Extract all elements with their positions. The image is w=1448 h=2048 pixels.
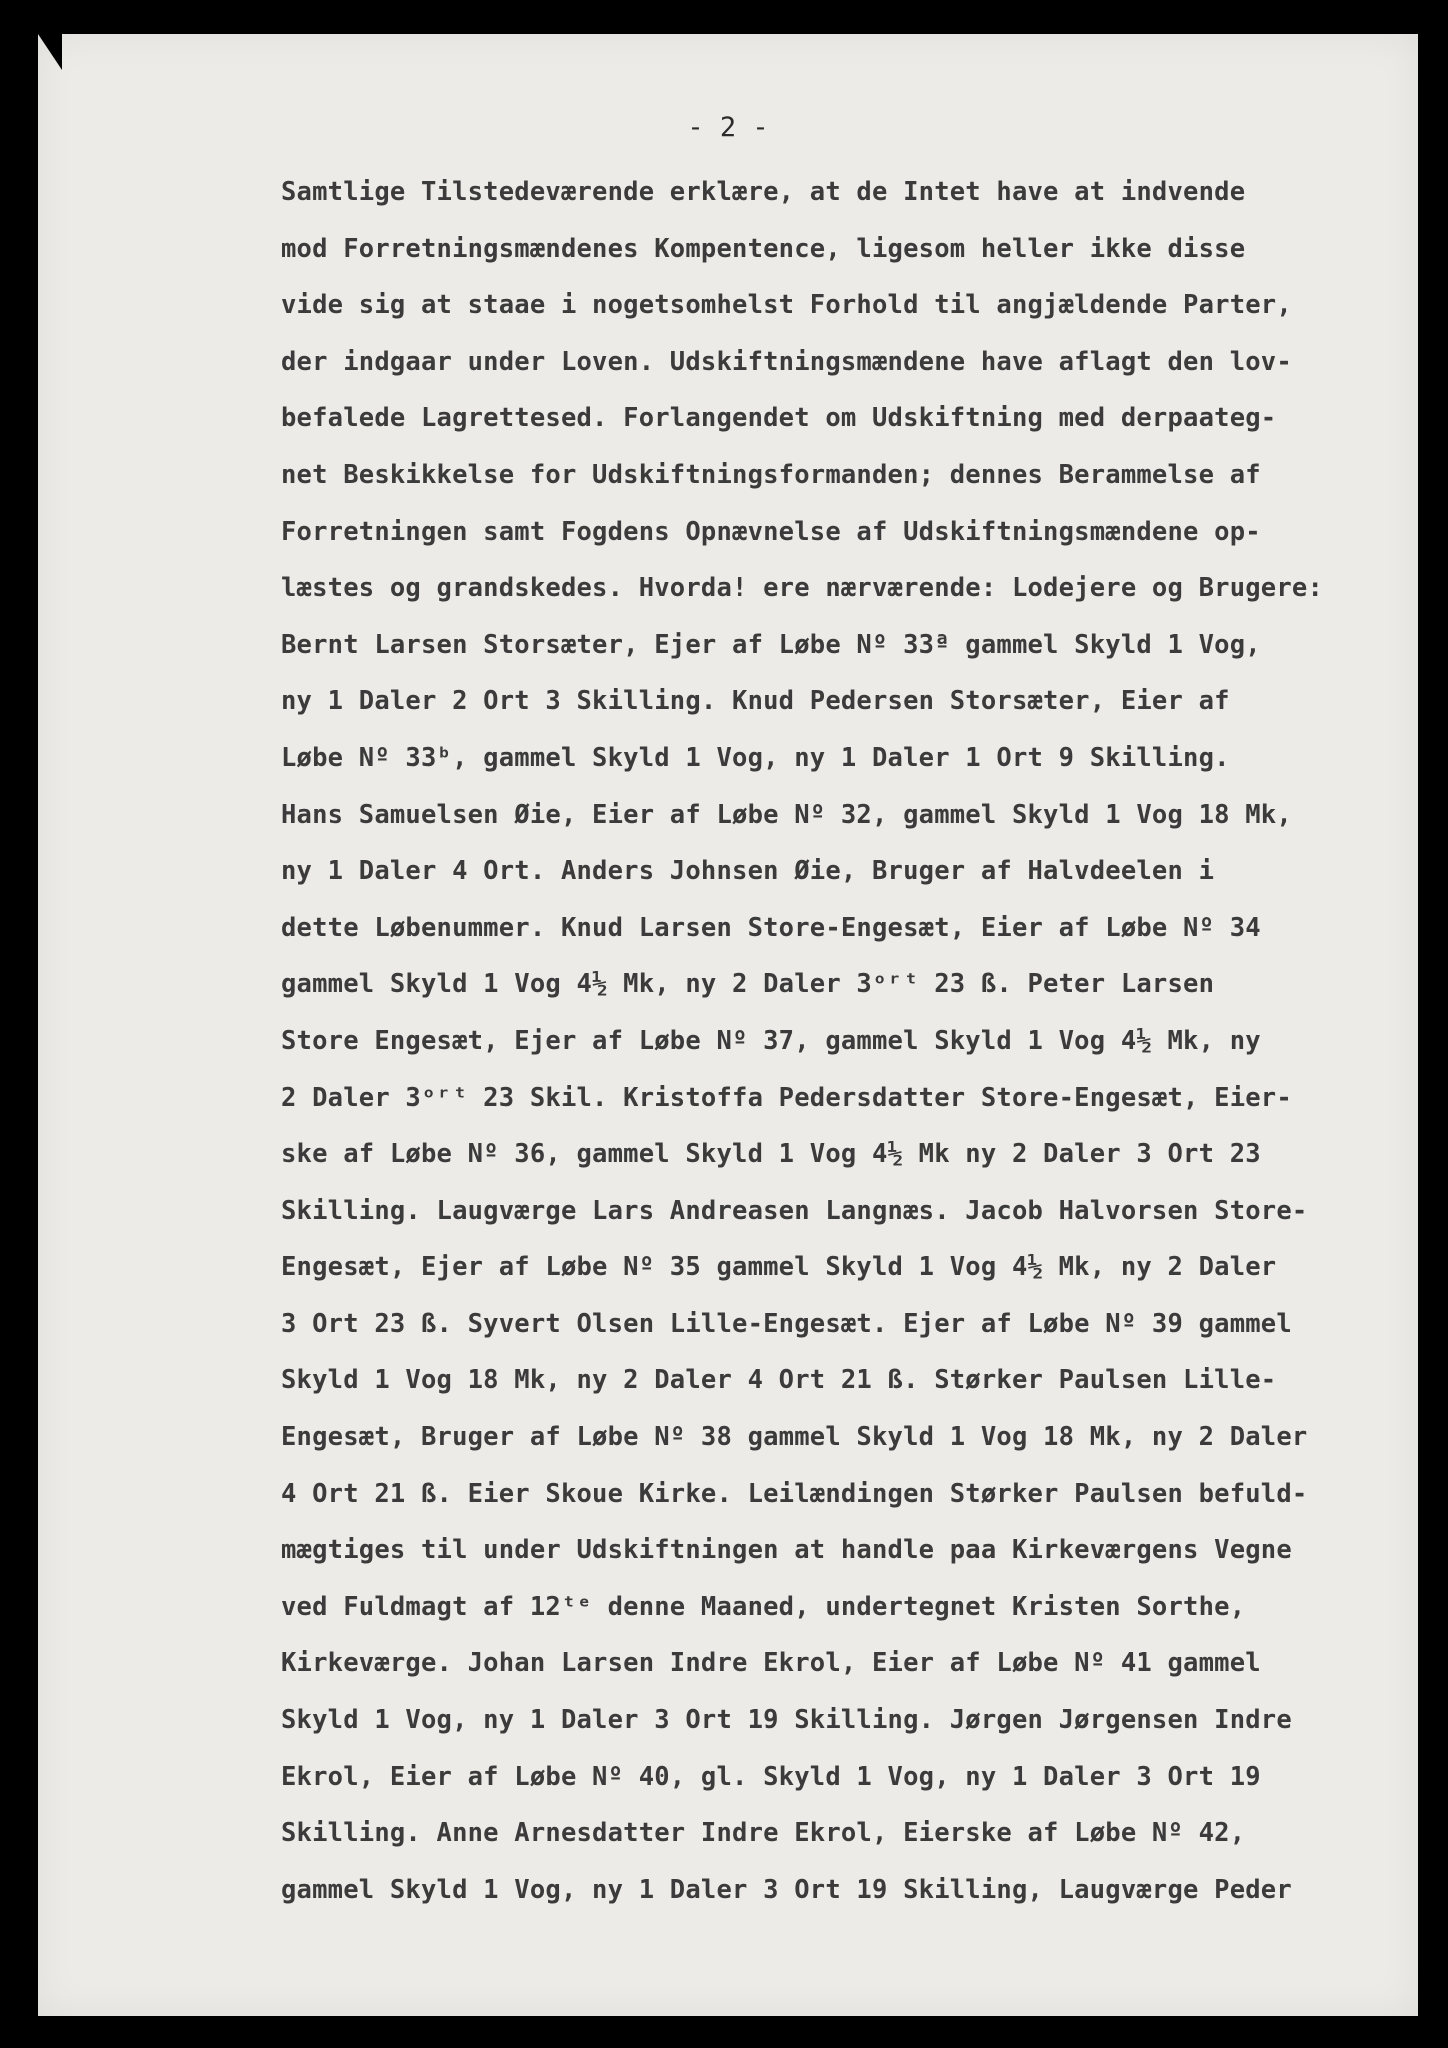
text-line: ny 1 Daler 2 Ort 3 Skilling. Knud Pedersen Storsæter, Eier af — [281, 686, 1230, 717]
text-line: mod Forretningsmændenes Kompentence, ligesom heller ikke disse — [281, 233, 1246, 264]
text-line: Engesæt, Bruger af Løbe Nº 38 gammel Skyld 1 Vog 18 Mk, ny 2 Daler — [281, 1422, 1308, 1453]
text-line: Løbe Nº 33ᵇ, gammel Skyld 1 Vog, ny 1 Daler 1 Ort 9 Skilling. — [281, 742, 1230, 773]
text-line: mægtiges til under Udskiftningen at handle paa Kirkeværgens Vegne — [281, 1535, 1292, 1566]
text-line: ny 1 Daler 4 Ort. Anders Johnsen Øie, Bruger af Halvdeelen i — [281, 856, 1215, 887]
text-line: dette Løbenummer. Knud Larsen Store-Engesæt, Eier af Løbe Nº 34 — [281, 912, 1261, 943]
body-text — [281, 164, 1411, 1918]
text-line: gammel Skyld 1 Vog, ny 1 Daler 3 Ort 19 Skilling, Laugværge Peder — [281, 1874, 1292, 1905]
text-line: Samtlige Tilstedeværende erklære, at de Intet have at indvende — [281, 177, 1246, 207]
text-line: Forretningen samt Fogdens Opnævnelse af Udskiftningsmændene op- — [281, 516, 1261, 547]
text-line: net Beskikkelse for Udskiftningsformanden; dennes Berammelse af — [281, 459, 1261, 490]
folded-corner — [38, 34, 62, 70]
text-line: Skyld 1 Vog 18 Mk, ny 2 Daler 4 Ort 21 ß. Størker Paulsen Lille- — [281, 1365, 1277, 1396]
text-line: Store Engesæt, Ejer af Løbe Nº 37, gammel Skyld 1 Vog 4½ Mk, ny — [281, 1025, 1261, 1056]
text-line: Skyld 1 Vog, ny 1 Daler 3 Ort 19 Skilling. Jørgen Jørgensen Indre — [281, 1705, 1292, 1736]
text-line: 2 Daler 3ᵒʳᵗ 23 Skil. Kristoffa Pedersdatter Store-Engesæt, Eier- — [281, 1082, 1292, 1113]
text-line: 4 Ort 21 ß. Eier Skoue Kirke. Leilændingen Størker Paulsen befuld- — [281, 1478, 1308, 1509]
text-line: ske af Løbe Nº 36, gammel Skyld 1 Vog 4½ Mk ny 2 Daler 3 Ort 23 — [281, 1139, 1261, 1170]
text-line: 3 Ort 23 ß. Syvert Olsen Lille-Engesæt. Ejer af Løbe Nº 39 gammel — [281, 1308, 1292, 1339]
text-line: Engesæt, Ejer af Løbe Nº 35 gammel Skyld 1 Vog 4½ Mk, ny 2 Daler — [281, 1252, 1277, 1283]
text-line: befalede Lagrettesed. Forlangendet om Udskiftning med derpaateg- — [281, 403, 1277, 434]
text-line: der indgaar under Loven. Udskiftningsmændene have aflagt den lov- — [281, 346, 1292, 377]
text-line: læstes og grandskedes. Hvorda! ere nærværende: Lodejere og Brugere: — [281, 573, 1324, 604]
document-page — [38, 34, 1418, 2016]
text-line: Skilling. Laugværge Lars Andreasen Langnæs. Jacob Halvorsen Store- — [281, 1195, 1308, 1226]
text-line: Ekrol, Eier af Løbe Nº 40, gl. Skyld 1 Vog, ny 1 Daler 3 Ort 19 — [281, 1761, 1261, 1792]
text-line: Skilling. Anne Arnesdatter Indre Ekrol, Eierske af Løbe Nº 42, — [281, 1818, 1246, 1849]
text-line: Bernt Larsen Storsæter, Ejer af Løbe Nº 33ª gammel Skyld 1 Vog, — [281, 629, 1261, 660]
page-number: - 2 - — [687, 112, 769, 143]
text-line: Hans Samuelsen Øie, Eier af Løbe Nº 32, gammel Skyld 1 Vog 18 Mk, — [281, 799, 1292, 830]
text-line: ved Fuldmagt af 12ᵗᵉ denne Maaned, undertegnet Kristen Sorthe, — [281, 1591, 1246, 1622]
text-line: Kirkeværge. Johan Larsen Indre Ekrol, Eier af Løbe Nº 41 gammel — [281, 1648, 1261, 1679]
text-line: vide sig at staae i nogetsomhelst Forhold til angjældende Parter, — [281, 290, 1292, 321]
text-line: gammel Skyld 1 Vog 4½ Mk, ny 2 Daler 3ᵒʳᵗ 23 ß. Peter Larsen — [281, 969, 1215, 1000]
